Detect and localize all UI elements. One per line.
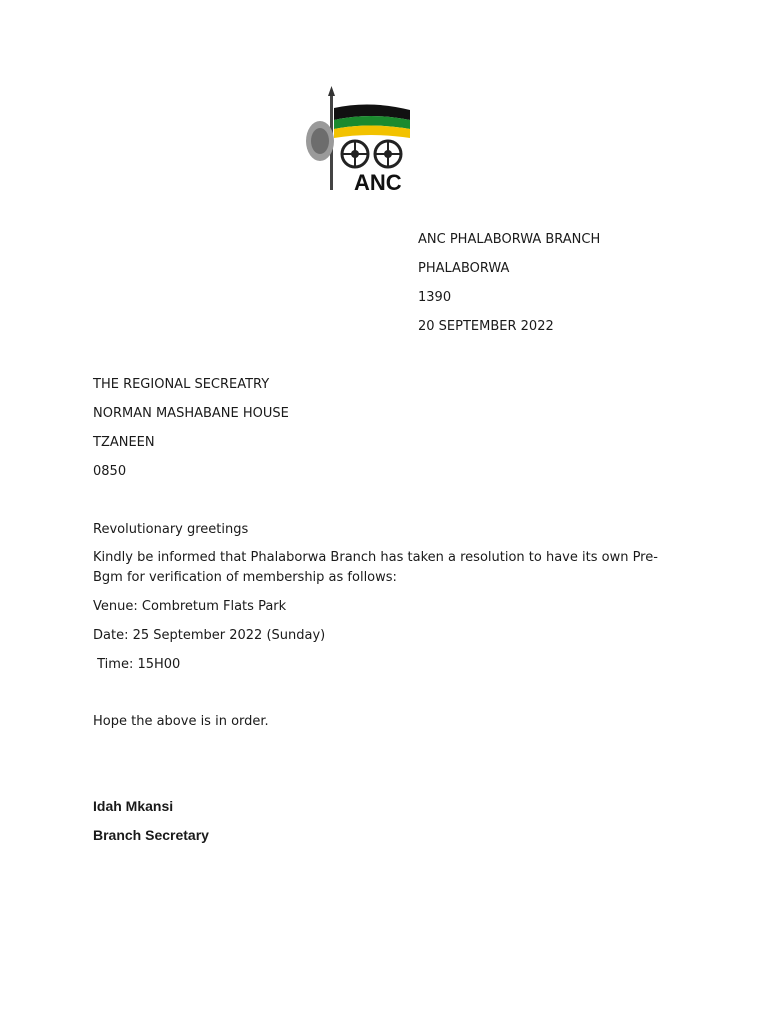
signatory-name: Idah Mkansi <box>93 798 174 814</box>
signatory-title: Branch Secretary <box>93 827 209 843</box>
recipient-line-1: THE REGIONAL SECREATRY <box>93 377 270 392</box>
recipient-line-3: TZANEEN <box>93 435 155 450</box>
greeting: Revolutionary greetings <box>93 522 249 537</box>
svg-text:ANC: ANC <box>354 170 402 195</box>
sender-postcode: 1390 <box>418 290 452 305</box>
anc-logo <box>300 86 434 196</box>
closing-line: Hope the above is in order. <box>93 714 269 729</box>
letter-date: 20 SEPTEMBER 2022 <box>418 319 554 334</box>
venue-line: Venue: Combretum Flats Park <box>93 599 287 614</box>
recipient-line-2: NORMAN MASHABANE HOUSE <box>93 406 289 421</box>
sender-line-2: PHALABORWA <box>418 261 510 276</box>
sender-line-1: ANC PHALABORWA BRANCH <box>418 232 601 247</box>
body-paragraph: Kindly be informed that Phalaborwa Branch has taken a resolution to have its own Pre-Bgm for verification of membership as follows: <box>93 550 658 585</box>
recipient-postcode: 0850 <box>93 464 127 479</box>
time-line: Time: 15H00 <box>93 657 181 672</box>
date-line: Date: 25 September 2022 (Sunday) <box>93 628 326 643</box>
